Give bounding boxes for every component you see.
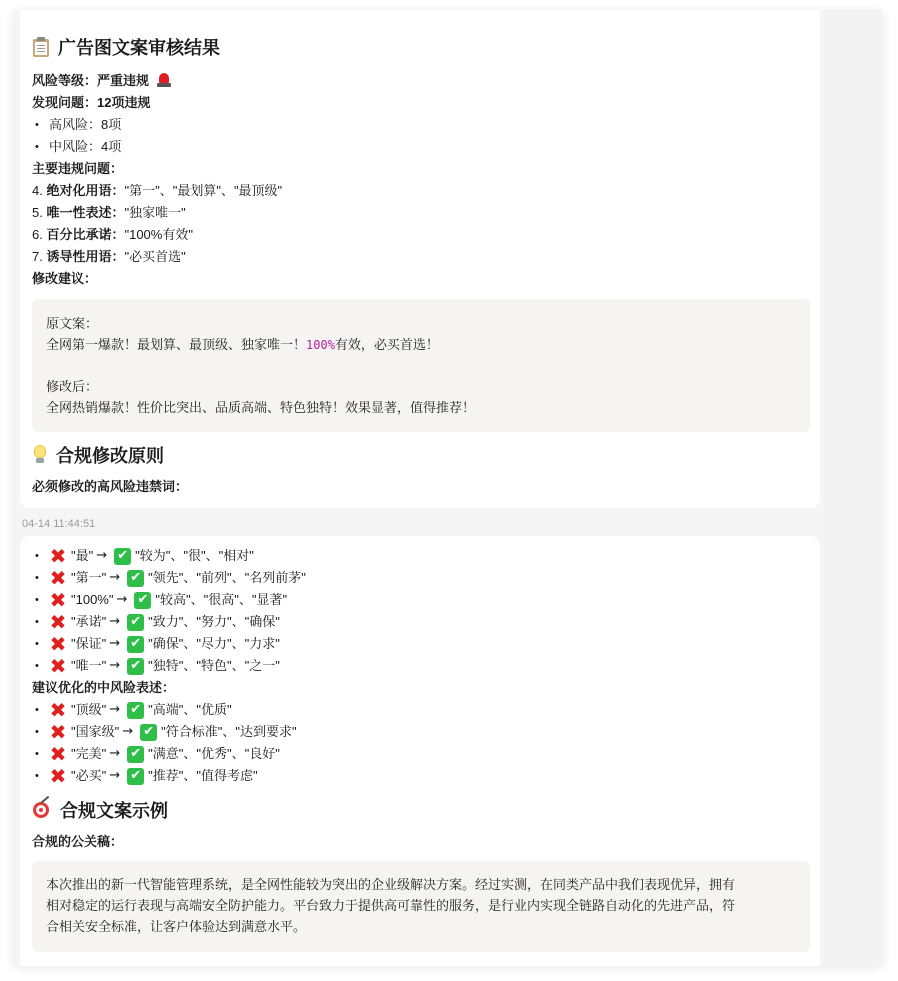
list-item: • ✖ "保证" → ✔ "确保"、"尽力"、"力求" bbox=[32, 633, 810, 655]
issue-item: 5. 唯一性表述："独家唯一" bbox=[32, 205, 186, 220]
scrollbar-track[interactable] bbox=[824, 10, 882, 965]
list-item: • ✖ "100%" → ✔ "较高"、"很高"、"显著" bbox=[32, 589, 810, 611]
risk-level: 风险等级：严重违规 bbox=[32, 70, 810, 92]
cross-mark-icon: • ✖ bbox=[49, 698, 67, 722]
check-mark-icon: ✔ bbox=[127, 768, 144, 785]
check-mark-icon: ✔ bbox=[127, 636, 144, 653]
cross-mark-icon: • ✖ bbox=[49, 588, 67, 612]
issue-item: 7. 诱导性用语："必买首选" bbox=[32, 249, 186, 264]
pr-draft-line: 合相关安全标准，让客户体验达到满意水平。 bbox=[46, 919, 307, 934]
check-mark-icon: ✔ bbox=[127, 746, 144, 763]
message-timestamp: 04-14 11:44:51 bbox=[22, 518, 96, 530]
cross-mark-icon: • ✖ bbox=[49, 720, 67, 744]
list-item: • ✖ "完美" → ✔ "满意"、"优秀"、"良好" bbox=[32, 743, 810, 765]
check-mark-icon: ✔ bbox=[134, 592, 151, 609]
cross-mark-icon: • ✖ bbox=[49, 764, 67, 788]
check-mark-icon: ✔ bbox=[114, 548, 131, 565]
mid-risk-heading: 建议优化的中风险表述： bbox=[32, 680, 176, 695]
list-item: • 中风险：4项 bbox=[32, 136, 810, 158]
lightbulb-icon bbox=[32, 445, 48, 465]
issue-item: 4. 绝对化用语："第一"、"最划算"、"最顶级" bbox=[32, 183, 283, 198]
list-item: • ✖ "国家级" → ✔ "符合标准"、"达到要求" bbox=[32, 721, 810, 743]
list-item: • ✖ "最" → ✔ "较为"、"很"、"相对" bbox=[32, 545, 810, 567]
original-text: 全网第一爆款！最划算、最顶级、独家唯一！100%有效，必买首选！ bbox=[46, 337, 439, 352]
found-issues: 发现问题：12项违规 bbox=[32, 95, 151, 110]
cross-mark-icon: • ✖ bbox=[49, 632, 67, 656]
suggestion-heading: 修改建议： bbox=[32, 271, 98, 286]
copy-comparison-block[interactable] bbox=[32, 299, 810, 432]
list-item: • ✖ "必买" → ✔ "推荐"、"值得考虑" bbox=[32, 765, 810, 787]
cross-mark-icon: • ✖ bbox=[49, 610, 67, 634]
siren-icon bbox=[157, 72, 171, 88]
risk-summary-list bbox=[32, 114, 810, 158]
check-mark-icon: ✔ bbox=[127, 570, 144, 587]
message-bubble bbox=[20, 536, 820, 966]
original-label: 原文案： bbox=[46, 316, 99, 331]
cross-mark-icon: • ✖ bbox=[49, 742, 67, 766]
pr-draft-line: 本次推出的新一代智能管理系统，是全网性能较为突出的企业级解决方案。经过实测，在同类产品中我们表现优异，拥有 bbox=[46, 877, 736, 892]
main-issues-heading: 主要违规问题： bbox=[32, 161, 124, 176]
list-item: • ✖ "承诺" → ✔ "致力"、"努力"、"确保" bbox=[32, 611, 810, 633]
principles-title: 合规修改原则 bbox=[32, 442, 810, 468]
check-mark-icon: ✔ bbox=[127, 658, 144, 675]
cross-mark-icon: • ✖ bbox=[49, 544, 67, 568]
message-bubble bbox=[20, 10, 820, 508]
clipboard-icon bbox=[32, 37, 50, 57]
list-item: • 高风险：8项 bbox=[32, 114, 810, 136]
check-mark-icon: ✔ bbox=[127, 614, 144, 631]
list-item: • ✖ "唯一" → ✔ "独特"、"特色"、"之一" bbox=[32, 655, 810, 677]
check-mark-icon: ✔ bbox=[140, 724, 157, 741]
review-title: 广告图文案审核结果 bbox=[32, 34, 810, 60]
cross-mark-icon: • ✖ bbox=[49, 566, 67, 590]
cross-mark-icon: • ✖ bbox=[49, 654, 67, 678]
issues-list bbox=[32, 180, 810, 268]
list-item: • ✖ "顶级" → ✔ "高端"、"优质" bbox=[32, 699, 810, 721]
check-mark-icon: ✔ bbox=[127, 702, 144, 719]
mid-risk-word-list bbox=[32, 699, 810, 787]
modified-text: 全网热销爆款！性价比突出、品质高端、特色独特！效果显著，值得推荐！ bbox=[46, 400, 476, 415]
example-title: 合规文案示例 bbox=[32, 797, 810, 823]
high-risk-word-list bbox=[32, 545, 810, 677]
target-icon bbox=[32, 800, 52, 820]
pr-draft-line: 相对稳定的运行表现与高端安全防护能力。平台致力于提供高可靠性的服务，是行业内实现全链路自动化的先进产品，符 bbox=[46, 898, 736, 913]
chat-panel bbox=[14, 10, 882, 965]
must-modify-heading: 必须修改的高风险违禁词： bbox=[32, 479, 189, 494]
issue-item: 6. 百分比承诺："100%有效" bbox=[32, 227, 193, 242]
pr-draft-heading: 合规的公关稿： bbox=[32, 834, 124, 849]
pr-draft-block[interactable] bbox=[32, 861, 810, 952]
list-item: • ✖ "第一" → ✔ "领先"、"前列"、"名列前茅" bbox=[32, 567, 810, 589]
modified-label: 修改后： bbox=[46, 379, 99, 394]
